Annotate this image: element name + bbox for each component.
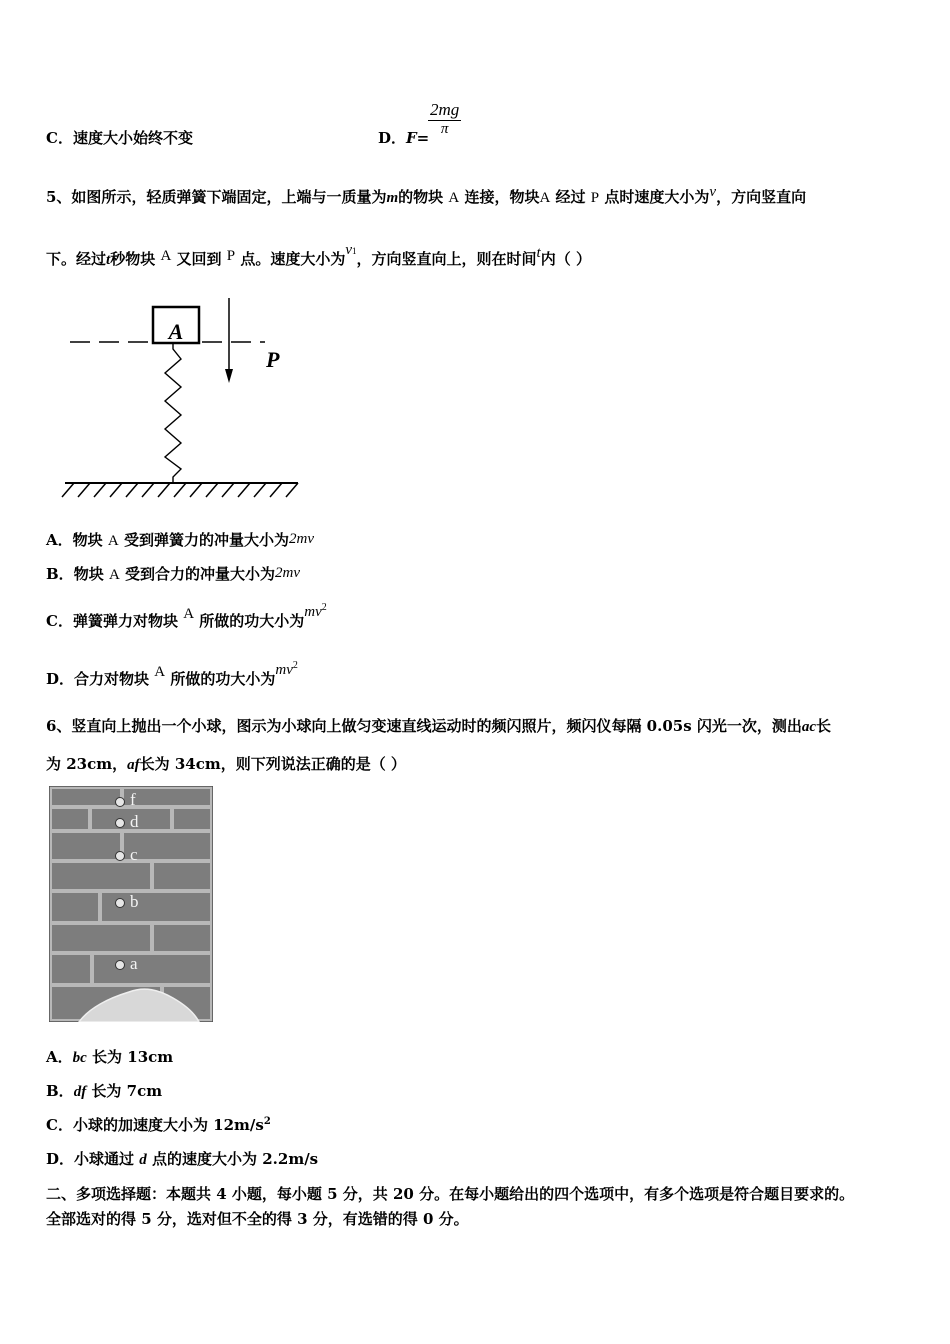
q6-option-c [46, 1114, 271, 1135]
q6-text: 6、竖直向上抛出一个小球，图示为小球向上做匀变速直线运动时的频闪照片，频闪仪每隔 0.05s 闪光一次，测出 [46, 717, 802, 735]
option-label: A． [46, 531, 73, 549]
q5-text: ，方向竖直向 [716, 188, 807, 206]
option-label: A． [46, 1048, 73, 1066]
q5-text: 的物块 [398, 188, 444, 206]
section2-line1: 二、多项选择题：本题共 4 小题，每小题 5 分，共 20 分。在每小题给出的四个选项中，有多个选项是符合题目要求的。 [46, 1185, 855, 1203]
q5-text: 秒物块 [110, 250, 156, 268]
ball-a [116, 961, 125, 970]
option-text: 受到合力的冲量大小为 [125, 565, 276, 583]
q5-var-a: A [160, 248, 172, 264]
option-label: D． [46, 1150, 75, 1168]
q4-option-d-text: F= [406, 129, 430, 147]
option-text: 所做的功大小为 [170, 670, 276, 688]
label-b: b [130, 892, 139, 911]
q6-option-b [46, 1080, 162, 1101]
option-label: C． [46, 612, 73, 630]
option-var: bc [72, 1050, 87, 1066]
q5-var-p: P [590, 190, 600, 206]
option-expr: 2mv [288, 531, 314, 547]
option-text: 所做的功大小为 [199, 612, 305, 630]
q5-text: 内（ ） [540, 250, 591, 268]
q5-text: 连接，物块 [464, 188, 540, 206]
q5-option-c [46, 602, 327, 631]
ball-d [116, 819, 125, 828]
ball-f [116, 798, 125, 807]
v1-subscript: 1 [352, 246, 357, 256]
block-label: A [168, 319, 184, 344]
q5-var-v: v [709, 184, 717, 200]
q5-option-d [46, 660, 298, 689]
q6-stem-line1 [46, 715, 831, 736]
option-text: 合力对物块 [74, 670, 150, 688]
label-a: a [130, 954, 138, 973]
option-obj: A [108, 567, 120, 583]
option-text: 小球通过 [74, 1150, 135, 1168]
q5-text: 5、如图所示，轻质弹簧下端固定，上端与一质量为 [46, 188, 387, 206]
q5-text: 点。速度大小为 [240, 250, 346, 268]
option-text: 物块 [73, 565, 104, 583]
section2-line2: 全部选对的得 5 分，选对但不全的得 3 分，有选错的得 0 分。 [46, 1210, 469, 1228]
q6-text: 长为 34cm，则下列说法正确的是（ ） [139, 755, 406, 773]
q4-option-d-label: D． [378, 129, 407, 147]
option-text: 长为 13cm [92, 1048, 174, 1066]
option-obj: A [107, 533, 119, 549]
option-text: 弹簧弹力对物块 [72, 612, 178, 630]
fraction-numerator: 2mg [430, 100, 460, 119]
option-text: 受到弹簧力的冲量大小为 [123, 531, 289, 549]
arrow-head-icon [225, 369, 233, 383]
point-p-label: P [266, 347, 280, 372]
q5-var-a: A [539, 190, 551, 206]
q5-text: ，方向竖直向上，则在时间 [356, 250, 537, 268]
option-text: 小球的加速度大小为 12m/s [72, 1116, 264, 1134]
option-label: B． [46, 1082, 74, 1100]
q5-var-v1 [345, 240, 356, 258]
option-expr [304, 602, 327, 620]
label-f: f [130, 790, 136, 809]
fraction-denominator: π [440, 121, 449, 137]
q4-option-d-fraction [428, 100, 461, 138]
q6-stem-line2 [46, 753, 406, 774]
q5-var-t: t [536, 245, 541, 261]
option-var: df [73, 1084, 87, 1100]
ball-c [116, 852, 125, 861]
q6-var-af: af [127, 757, 140, 773]
q6-var-ac: ac [801, 719, 817, 735]
q6-text: 长 [816, 717, 832, 735]
q6-option-a [46, 1046, 173, 1067]
option-expr-sup: 2 [321, 602, 327, 613]
q5-spring-figure [60, 295, 310, 505]
option-label: C． [46, 1116, 73, 1134]
option-expr-sup: 2 [292, 660, 298, 671]
q5-var-p: P [226, 248, 236, 264]
option-expr-base: mv [304, 604, 322, 620]
q6-option-d [46, 1148, 318, 1169]
q5-text: 经过 [555, 188, 586, 206]
q5-var-t: t [106, 252, 111, 268]
label-d: d [130, 812, 139, 831]
ball-b [116, 899, 125, 908]
option-var: d [139, 1152, 147, 1168]
label-c: c [130, 845, 138, 864]
option-sup: 2 [263, 1116, 271, 1127]
q5-text: 又回到 [176, 250, 222, 268]
q4-option-d [378, 127, 429, 148]
q5-option-b [46, 563, 300, 584]
option-expr [275, 660, 298, 678]
q5-stem-line2 [46, 242, 591, 269]
option-obj: A [154, 664, 166, 680]
q6-text: 为 23cm， [46, 755, 128, 773]
q5-var-a: A [448, 190, 460, 206]
q4-option-c-text: 速度大小始终不变 [72, 129, 193, 147]
option-obj: A [183, 606, 195, 622]
q5-option-a [46, 529, 314, 550]
q5-var-m: m [386, 190, 399, 206]
q6-strobe-photo [49, 786, 213, 1022]
option-text: 长为 7cm [91, 1082, 163, 1100]
v1-base: v [345, 242, 353, 258]
spring [165, 343, 181, 483]
q5-text: 点时速度大小为 [604, 188, 710, 206]
option-label: D． [46, 670, 75, 688]
option-expr-base: mv [275, 662, 293, 678]
ground-hatching [62, 483, 298, 497]
option-text: 点的速度大小为 2.2m/s [152, 1150, 319, 1168]
option-text: 物块 [72, 531, 103, 549]
q4-option-c [46, 127, 193, 148]
q4-option-c-label: C． [46, 129, 73, 147]
q5-text: 下。经过 [46, 250, 107, 268]
option-label: B． [46, 565, 74, 583]
q5-stem-line1 [46, 186, 806, 207]
option-expr: 2mv [275, 565, 301, 581]
